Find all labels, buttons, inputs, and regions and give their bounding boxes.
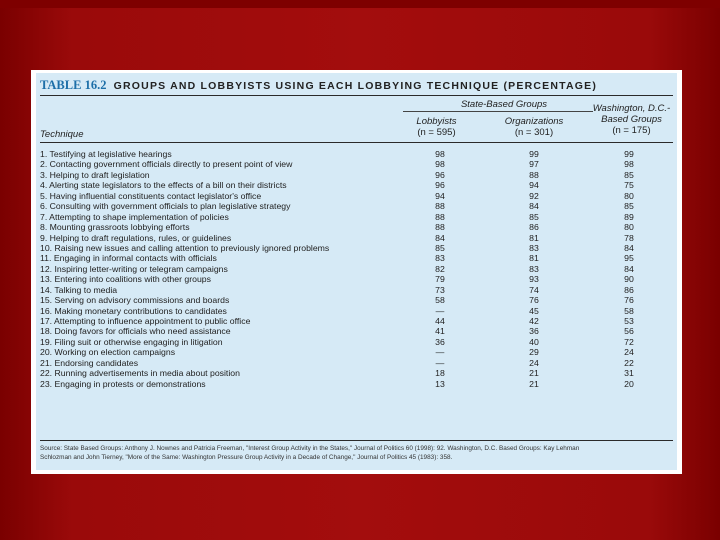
table-row xyxy=(40,368,673,378)
organizations-cell: 21 xyxy=(529,378,539,389)
organizations-cell: 93 xyxy=(529,274,539,285)
washington-cell: 24 xyxy=(624,347,634,358)
technique-cell: 18. Doing favors for officials who need assistance xyxy=(40,326,231,337)
washington-label-2: Based Groups xyxy=(601,114,662,125)
organizations-cell: 21 xyxy=(529,368,539,379)
organizations-cell: 45 xyxy=(529,305,539,316)
slide-top-band xyxy=(0,0,720,8)
washington-cell: 95 xyxy=(624,253,634,264)
lobbyists-cell: 84 xyxy=(435,232,445,243)
technique-cell: 3. Helping to draft legislation xyxy=(40,169,150,180)
washington-cell: 53 xyxy=(624,316,634,326)
table-row xyxy=(40,379,673,389)
technique-cell: 5. Having influential constituents contact legislator's office xyxy=(40,190,262,201)
table-row xyxy=(40,306,673,316)
table-title xyxy=(40,78,597,93)
washington-cell: 98 xyxy=(624,159,634,170)
washington-cell: 89 xyxy=(624,211,634,222)
title-rule xyxy=(40,95,673,96)
lobbyists-cell: 82 xyxy=(435,263,445,274)
table-row xyxy=(40,358,673,368)
organizations-cell: 24 xyxy=(529,357,539,368)
state-group-header: State-Based Groups xyxy=(460,99,548,110)
table-row xyxy=(40,295,673,305)
table-card xyxy=(31,70,682,474)
state-group-rule xyxy=(403,111,593,112)
technique-cell: 23. Engaging in protests or demonstrations xyxy=(40,378,206,389)
technique-cell: 17. Attempting to influence appointment to public office xyxy=(40,316,251,326)
lobbyists-cell: — xyxy=(435,305,445,316)
lobbyists-cell: 18 xyxy=(435,368,445,379)
lobbyists-cell: 36 xyxy=(435,336,445,347)
organizations-header xyxy=(484,116,584,138)
technique-cell: 20. Working on election campaigns xyxy=(40,347,176,358)
organizations-cell: 88 xyxy=(529,169,539,180)
organizations-cell: 99 xyxy=(529,149,539,159)
washington-cell: 80 xyxy=(624,222,634,233)
table-number: TABLE 16.2 xyxy=(40,78,107,92)
table-row xyxy=(40,222,673,232)
table-row xyxy=(40,264,673,274)
lobbyists-cell: 98 xyxy=(435,159,445,170)
washington-label-1: Washington, D.C.- xyxy=(592,103,671,114)
technique-cell: 15. Serving on advisory commissions and boards xyxy=(40,295,230,306)
table-row xyxy=(40,316,673,326)
organizations-n: (n = 301) xyxy=(514,127,554,138)
lobbyists-cell: 88 xyxy=(435,222,445,233)
technique-cell: 4. Alerting state legislators to the effects of a bill on their districts xyxy=(40,180,287,191)
lobbyists-cell: 58 xyxy=(435,295,445,306)
table-row xyxy=(40,285,673,295)
washington-cell: 31 xyxy=(624,368,634,379)
organizations-cell: 84 xyxy=(529,201,539,212)
organizations-label: Organizations xyxy=(504,116,564,127)
organizations-cell: 76 xyxy=(529,295,539,306)
organizations-cell: 92 xyxy=(529,190,539,201)
lobbyists-cell: 98 xyxy=(435,149,445,159)
washington-cell: 84 xyxy=(624,263,634,274)
lobbyists-label: Lobbyists xyxy=(416,116,457,127)
technique-cell: 2. Contacting government officials directly to present point of view xyxy=(40,159,293,170)
lobbyists-cell: 83 xyxy=(435,253,445,264)
washington-cell: 99 xyxy=(624,149,634,159)
washington-cell: 80 xyxy=(624,190,634,201)
organizations-cell: 97 xyxy=(529,159,539,170)
technique-header: Technique xyxy=(40,129,84,140)
washington-cell: 58 xyxy=(624,305,634,316)
washington-n: (n = 175) xyxy=(612,125,651,136)
table-row xyxy=(40,159,673,169)
washington-cell: 84 xyxy=(624,242,634,253)
lobbyists-cell: — xyxy=(435,347,445,358)
lobbyists-cell: 85 xyxy=(435,242,445,253)
technique-cell: 16. Making monetary contributions to candidates xyxy=(40,305,227,316)
lobbyists-header xyxy=(394,116,479,138)
header-rule xyxy=(40,142,673,143)
technique-cell: 12. Inspiring letter-writing or telegram campaigns xyxy=(40,263,228,274)
washington-cell: 85 xyxy=(624,169,634,180)
source-line-1: Source: State Based Groups: Anthony J. Nownes and Patricia Freeman, "Interest Group Activity in the States," Journal of Politics 60 (1998): 92. Washington, D.C. Based Groups: Kay Lehman xyxy=(40,445,580,452)
lobbyists-cell: — xyxy=(435,357,445,368)
organizations-cell: 40 xyxy=(529,336,539,347)
technique-cell: 19. Filing suit or otherwise engaging in litigation xyxy=(40,336,223,347)
organizations-cell: 81 xyxy=(529,253,539,264)
table-body xyxy=(40,149,673,389)
table-row xyxy=(40,253,673,263)
lobbyists-cell: 96 xyxy=(435,169,445,180)
organizations-cell: 74 xyxy=(529,284,539,295)
lobbyists-cell: 88 xyxy=(435,211,445,222)
table-row xyxy=(40,180,673,190)
source-line-2: Schlozman and John Tierney, "More of the Same: Washington Pressure Group Activity in a Decade of Change," Journal of Politics 45 (1983): 358. xyxy=(40,454,453,461)
technique-cell: 11. Engaging in informal contacts with officials xyxy=(40,253,217,264)
table-row xyxy=(40,201,673,211)
technique-cell: 13. Entering into coalitions with other groups xyxy=(40,274,211,285)
washington-cell: 90 xyxy=(624,274,634,285)
lobbyists-cell: 96 xyxy=(435,180,445,191)
technique-cell: 9. Helping to draft regulations, rules, or guidelines xyxy=(40,232,232,243)
organizations-cell: 86 xyxy=(529,222,539,233)
technique-cell: 1. Testifying at legislative hearings xyxy=(40,149,172,159)
technique-cell: 22. Running advertisements in media about position xyxy=(40,368,240,379)
washington-cell: 86 xyxy=(624,284,634,295)
washington-cell: 72 xyxy=(624,336,634,347)
organizations-cell: 81 xyxy=(529,232,539,243)
footer-rule xyxy=(40,440,673,441)
washington-cell: 56 xyxy=(624,326,634,337)
lobbyists-n: (n = 595) xyxy=(417,127,456,138)
table-row xyxy=(40,243,673,253)
organizations-cell: 83 xyxy=(529,242,539,253)
technique-cell: 21. Endorsing candidates xyxy=(40,357,139,368)
organizations-cell: 36 xyxy=(529,326,539,337)
washington-cell: 75 xyxy=(624,180,634,191)
organizations-cell: 29 xyxy=(529,347,539,358)
organizations-cell: 83 xyxy=(529,263,539,274)
technique-cell: 7. Attempting to shape implementation of policies xyxy=(40,211,229,222)
source-note xyxy=(40,444,672,462)
table-row xyxy=(40,326,673,336)
table-row xyxy=(40,274,673,284)
washington-cell: 85 xyxy=(624,201,634,212)
table-row xyxy=(40,170,673,180)
technique-cell: 8. Mounting grassroots lobbying efforts xyxy=(40,222,190,233)
table-row xyxy=(40,337,673,347)
washington-header xyxy=(584,103,679,136)
technique-cell: 6. Consulting with government officials to plan legislative strategy xyxy=(40,201,291,212)
organizations-cell: 94 xyxy=(529,180,539,191)
lobbyists-cell: 41 xyxy=(435,326,445,337)
lobbyists-cell: 73 xyxy=(435,284,445,295)
technique-cell: 14. Talking to media xyxy=(40,284,118,295)
lobbyists-cell: 44 xyxy=(435,316,445,326)
lobbyists-cell: 94 xyxy=(435,190,445,201)
washington-cell: 76 xyxy=(624,295,634,306)
technique-cell: 10. Raising new issues and calling attention to previously ignored problems xyxy=(40,242,330,253)
table-row xyxy=(40,347,673,357)
lobbyists-cell: 79 xyxy=(435,274,445,285)
lobbyists-cell: 88 xyxy=(435,201,445,212)
washington-cell: 20 xyxy=(624,378,634,389)
table-row xyxy=(40,233,673,243)
table-row xyxy=(40,212,673,222)
lobbyists-cell: 13 xyxy=(435,378,445,389)
organizations-cell: 85 xyxy=(529,211,539,222)
table-row xyxy=(40,191,673,201)
table-title-text: GROUPS AND LOBBYISTS USING EACH LOBBYING TECHNIQUE (PERCENTAGE) xyxy=(113,80,598,92)
washington-cell: 22 xyxy=(624,357,634,368)
washington-cell: 78 xyxy=(624,232,634,243)
organizations-cell: 42 xyxy=(529,316,539,326)
table-panel xyxy=(36,73,677,470)
table-row xyxy=(40,149,673,159)
